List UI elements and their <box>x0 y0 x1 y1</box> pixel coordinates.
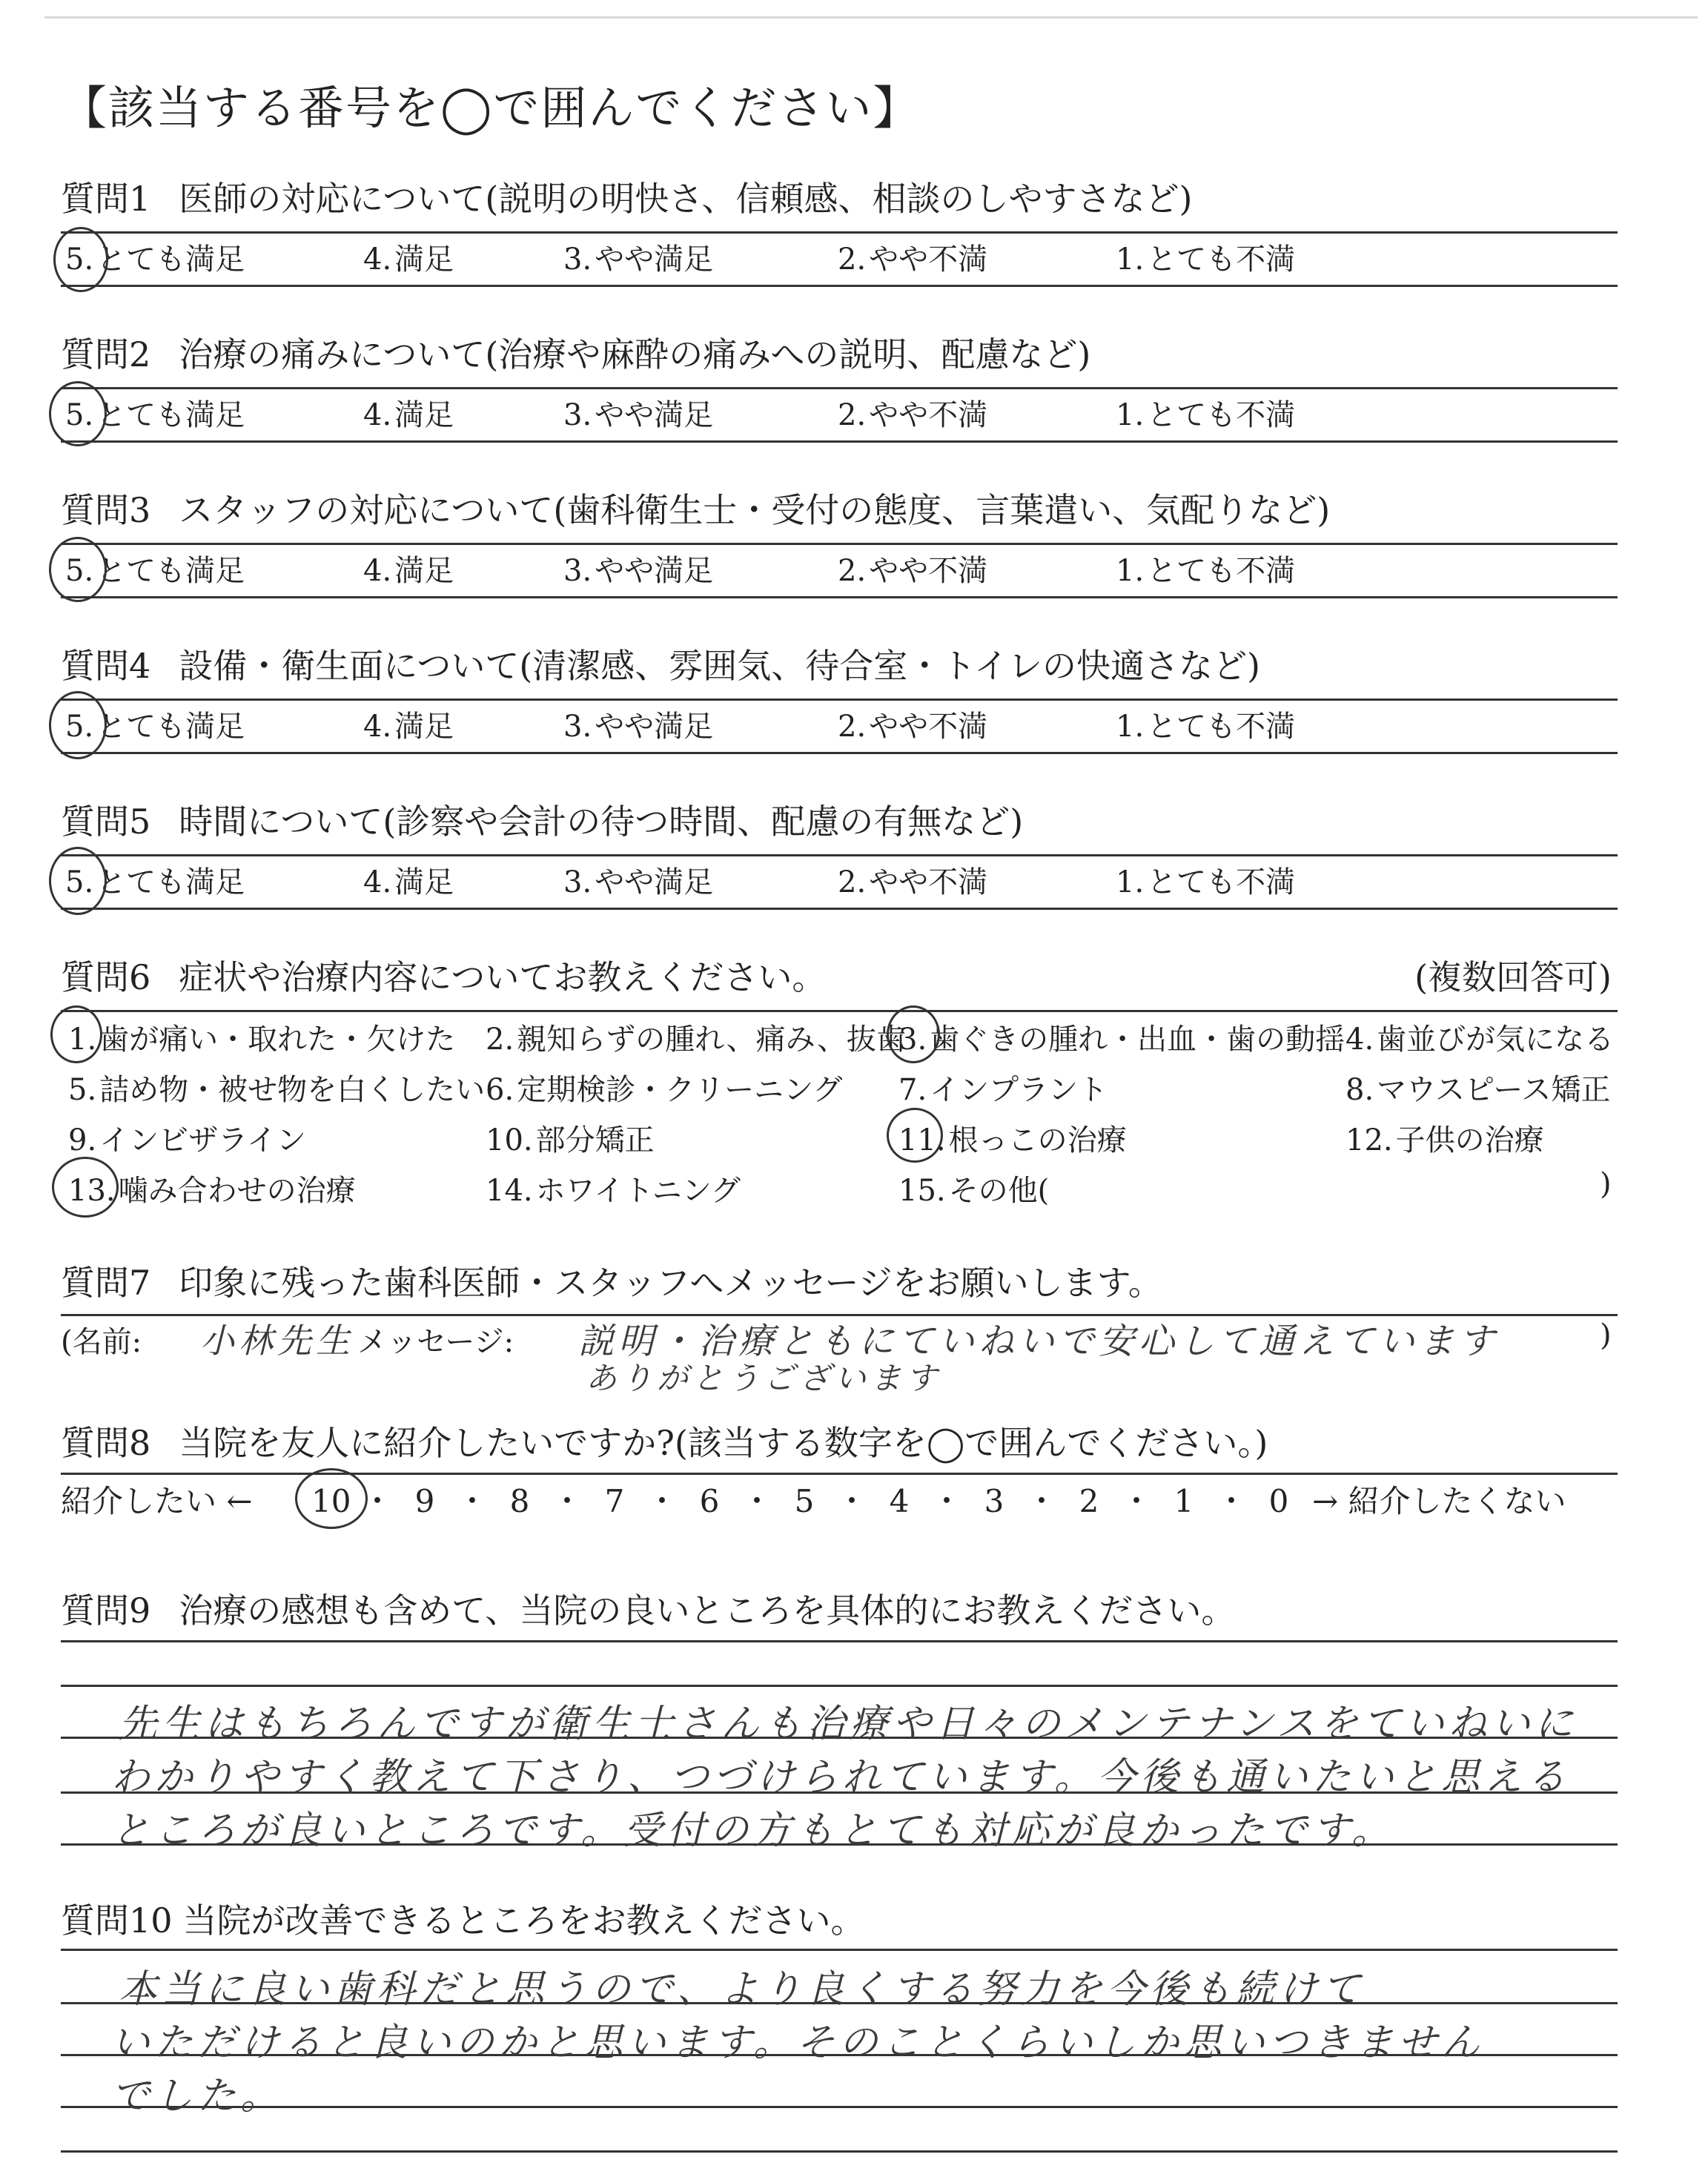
q3-option-1[interactable]: 1. とても不満 <box>1116 554 1296 588</box>
q1-option-5[interactable]: 5. とても満足 <box>65 242 245 277</box>
scale-8[interactable]: 8 <box>509 1483 530 1519</box>
q3-selection-circle <box>49 537 107 602</box>
question-text: 当院を友人に紹介したいですか?(該当する数字を◯で囲んでください。) <box>179 1423 1268 1463</box>
scale-4[interactable]: 4 <box>889 1483 910 1519</box>
message-handwritten-line-1: 説明・治療ともにていねいで安心して通えています <box>578 1321 1500 1362</box>
rule <box>61 440 1618 443</box>
q2-option-5[interactable]: 5. とても満足 <box>65 398 245 432</box>
q4-option-1[interactable]: 1. とても不満 <box>1116 710 1296 744</box>
question-7 <box>61 1256 1162 1305</box>
question-number: 質問9 <box>61 1591 151 1631</box>
rule <box>61 908 1618 910</box>
q10-answer-line-1: 本当に良い歯科だと思うので、より良くする努力を今後も続けて <box>119 1967 1365 2012</box>
q3-option-2[interactable]: 2. やや不満 <box>838 554 988 588</box>
q4-option-3[interactable]: 3. やや満足 <box>563 710 714 744</box>
question-text: 医師の対応について(説明の明快さ、信頼感、相談のしやすさなど) <box>179 179 1193 219</box>
q5-option-1[interactable]: 1. とても不満 <box>1116 865 1296 899</box>
q6-selection-circle-3 <box>887 1005 940 1063</box>
q6-option-12[interactable]: 12. 子供の治療 <box>1345 1123 1544 1157</box>
q6-option-11[interactable]: 11. 根っこの治療 <box>898 1123 1127 1157</box>
q6-option-4[interactable]: 4. 歯並びが気になる <box>1345 1023 1615 1057</box>
q6-option-14[interactable]: 14. ホワイトニング <box>486 1174 741 1208</box>
question-3 <box>61 483 1330 532</box>
question-text: 印象に残った歯科医師・スタッフへメッセージをお願いします。 <box>179 1263 1162 1303</box>
scale-1[interactable]: 1 <box>1174 1483 1194 1519</box>
scale-separator: ・ <box>1120 1483 1152 1519</box>
q3-option-3[interactable]: 3. やや満足 <box>563 554 714 588</box>
q2-option-3[interactable]: 3. やや満足 <box>563 398 714 432</box>
q5-option-2[interactable]: 2. やや不満 <box>838 865 988 899</box>
q2-option-2[interactable]: 2. やや不満 <box>838 398 988 432</box>
rule <box>61 1473 1618 1475</box>
question-number: 質問2 <box>61 334 151 374</box>
form-heading: 【該当する番号を◯で囲んでください】 <box>61 81 921 135</box>
rule <box>61 1010 1618 1012</box>
question-text: 症状や治療内容についてお教えください。 <box>179 957 827 997</box>
scale-separator: ・ <box>1025 1483 1057 1519</box>
question-number: 質問6 <box>61 957 151 997</box>
name-label: (名前: <box>61 1325 142 1359</box>
q6-selection-circle-11 <box>887 1108 943 1163</box>
recommend-left-label: 紹介したい ← <box>61 1483 253 1519</box>
scale-separator: ・ <box>741 1483 772 1519</box>
q1-option-4[interactable]: 4. 満足 <box>363 242 454 277</box>
rule <box>61 1640 1618 1642</box>
scale-9[interactable]: 9 <box>414 1483 435 1519</box>
question-2 <box>61 328 1090 377</box>
scale-separator: ・ <box>1215 1483 1247 1519</box>
recommend-right-label: → 紹介したくない <box>1312 1483 1566 1519</box>
q6-selection-circle-1 <box>50 1005 102 1063</box>
q6-option-6[interactable]: 6. 定期検診・クリーニング <box>486 1073 843 1107</box>
q1-selection-circle <box>53 227 108 292</box>
question-text: スタッフの対応について(歯科衛生士・受付の態度、言葉遣い、気配りなど) <box>179 490 1331 530</box>
rule <box>61 596 1618 598</box>
q2-selection-circle <box>49 381 107 446</box>
question-10 <box>61 1894 865 1943</box>
q6-option-1[interactable]: 1. 歯が痛い・取れた・欠けた <box>68 1023 456 1057</box>
q6-other-close-paren: ) <box>1600 1167 1612 1201</box>
q6-option-3[interactable]: 3. 歯ぐきの腫れ・出血・歯の動揺 <box>898 1023 1345 1057</box>
q8-selection-circle <box>295 1468 368 1529</box>
question-8 <box>61 1416 1268 1465</box>
staff-name-handwritten: 小林先生 <box>200 1321 354 1361</box>
rule <box>61 854 1618 856</box>
question-number: 質問10 <box>61 1900 173 1941</box>
question-number: 質問7 <box>61 1263 151 1303</box>
q1-option-3[interactable]: 3. やや満足 <box>563 242 714 277</box>
scale-separator: ・ <box>646 1483 678 1519</box>
q4-selection-circle <box>49 691 107 759</box>
message-handwritten-line-2: ありがとうございます <box>586 1360 942 1396</box>
scale-separator: ・ <box>361 1483 393 1519</box>
question-1 <box>61 172 1192 221</box>
q3-option-4[interactable]: 4. 満足 <box>363 554 454 588</box>
q1-option-1[interactable]: 1. とても不満 <box>1116 242 1296 277</box>
scale-separator: ・ <box>456 1483 488 1519</box>
top-border-rule <box>44 16 1698 19</box>
rule <box>61 752 1618 754</box>
message-close-paren: ) <box>1600 1318 1612 1353</box>
scale-separator: ・ <box>930 1483 962 1519</box>
q6-option-13[interactable]: 13. 噛み合わせの治療 <box>68 1174 356 1208</box>
question-text: 治療の痛みについて(治療や麻酔の痛みへの説明、配慮など) <box>179 334 1091 374</box>
scale-separator: ・ <box>551 1483 583 1519</box>
rule <box>61 2150 1618 2153</box>
q3-option-5[interactable]: 5. とても満足 <box>65 554 245 588</box>
q2-option-4[interactable]: 4. 満足 <box>363 398 454 432</box>
rule <box>61 2106 1618 2108</box>
q5-option-3[interactable]: 3. やや満足 <box>563 865 714 899</box>
q10-answer-line-3: でした。 <box>111 2074 284 2118</box>
question-9 <box>61 1584 1235 1633</box>
rule <box>61 1685 1618 1687</box>
q6-option-7[interactable]: 7. インプラント <box>898 1073 1108 1107</box>
q4-option-2[interactable]: 2. やや不満 <box>838 710 988 744</box>
q6-option-15[interactable]: 15. その他( <box>898 1174 1050 1208</box>
q6-option-9[interactable]: 9. インビザライン <box>68 1123 306 1157</box>
rule <box>61 698 1618 701</box>
question-4 <box>61 639 1260 688</box>
scale-7[interactable]: 7 <box>604 1483 625 1519</box>
question-number: 質問8 <box>61 1423 151 1463</box>
q5-option-4[interactable]: 4. 満足 <box>363 865 454 899</box>
question-6 <box>61 951 826 1000</box>
question-text: 治療の感想も含めて、当院の良いところを具体的にお教えください。 <box>179 1591 1236 1631</box>
q2-option-1[interactable]: 1. とても不満 <box>1116 398 1296 432</box>
question-text: 時間について(診察や会計の待つ時間、配慮の有無など) <box>179 802 1024 842</box>
rule <box>61 231 1618 234</box>
rule <box>61 285 1618 287</box>
q9-answer-line-3: ところが良いところです。受付の方もとても対応が良かったです。 <box>111 1809 1395 1853</box>
q10-answer-line-2: いただけると良いのかと思います。そのことくらいしか思いつきません <box>111 2021 1484 2065</box>
scale-6[interactable]: 6 <box>699 1483 720 1519</box>
q5-selection-circle <box>49 847 107 915</box>
question-text: 設備・衛生面について(清潔感、雰囲気、待合室・トイレの快適さなど) <box>179 646 1260 686</box>
rule <box>61 387 1618 389</box>
rule <box>61 543 1618 545</box>
scale-5[interactable]: 5 <box>794 1483 815 1519</box>
question-text: 当院が改善できるところをお教えください。 <box>182 1900 865 1941</box>
q6-option-10[interactable]: 10. 部分矯正 <box>486 1123 655 1157</box>
recommend-scale <box>311 1477 1297 1522</box>
scale-10[interactable]: 10 <box>311 1483 351 1519</box>
q4-option-4[interactable]: 4. 満足 <box>363 710 454 744</box>
q6-selection-circle-13 <box>52 1157 119 1218</box>
rule <box>61 1949 1618 1951</box>
question-number: 質問5 <box>61 802 151 842</box>
q5-option-5[interactable]: 5. とても満足 <box>65 865 245 899</box>
question-number: 質問3 <box>61 490 151 530</box>
scale-separator: ・ <box>835 1483 867 1519</box>
message-label: メッセージ: <box>357 1325 514 1359</box>
question-number: 質問4 <box>61 646 151 686</box>
scale-3[interactable]: 3 <box>984 1483 1004 1519</box>
q9-answer-line-2: わかりやすく教えて下さり、つづけられています。今後も通いたいと思える <box>111 1755 1570 1800</box>
q6-option-5[interactable]: 5. 詰め物・被せ物を白くしたい <box>68 1073 486 1107</box>
scale-2[interactable]: 2 <box>1079 1483 1099 1519</box>
scale-0[interactable]: 0 <box>1268 1483 1289 1519</box>
multiple-answer-note: (複数回答可) <box>1414 957 1612 997</box>
q4-option-5[interactable]: 5. とても満足 <box>65 710 245 744</box>
question-number: 質問1 <box>61 179 151 219</box>
q9-answer-line-1: 先生はもちろんですが衛生士さんも治療や日々のメンテナンスをていねいに <box>119 1702 1578 1746</box>
q1-option-2[interactable]: 2. やや不満 <box>838 242 988 277</box>
q6-option-2[interactable]: 2. 親知らずの腫れ、痛み、抜歯 <box>486 1023 906 1057</box>
question-5 <box>61 795 1023 844</box>
q6-option-8[interactable]: 8. マウスピース矯正 <box>1345 1073 1611 1107</box>
